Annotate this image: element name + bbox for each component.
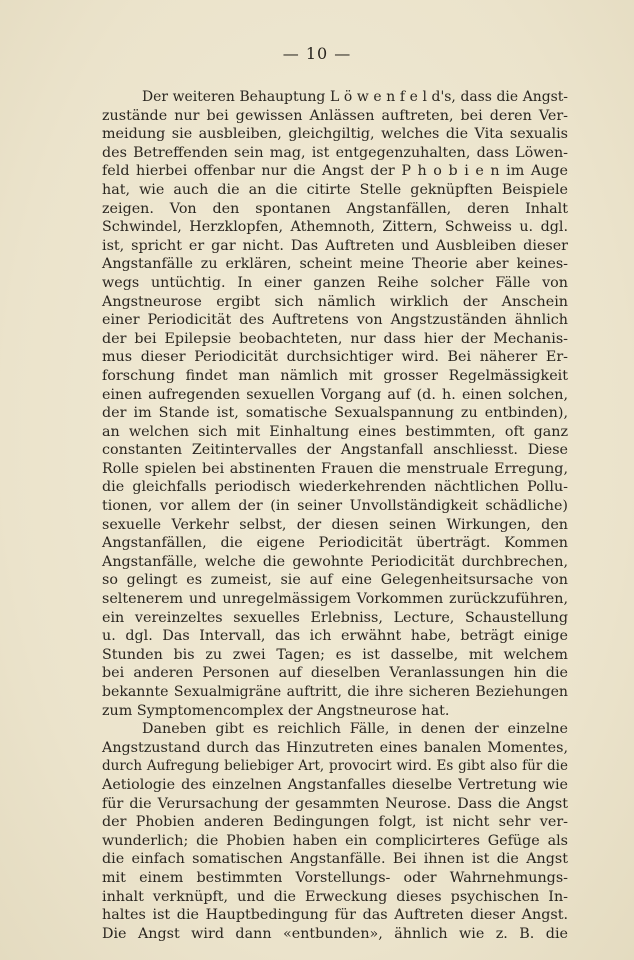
text-line: meidung sie ausbleiben, gleichgiltig, welches die Vita sexualis: [102, 126, 568, 143]
text-line: für die Verursachung der gesammten Neurose. Dass die Angst: [102, 795, 568, 812]
text-line: ist, spricht er gar nicht. Das Auftreten und Ausbleiben dieser: [102, 237, 568, 254]
text-line: Der weiteren Behauptung L ö w e n f e l d's, dass die Angst-: [142, 89, 568, 105]
text-line: die gleichfalls periodisch wiederkehrenden nächtlichen Pollu-: [102, 479, 568, 496]
text-line: des Betreffenden sein mag, ist entgegenzuhalten, dass Löwen-: [102, 144, 568, 161]
text-line: Aetiologie des einzelnen Angstanfalles dieselbe Vertretung wie: [102, 776, 568, 793]
text-line: mit einem bestimmten Vorstellungs- oder Wahrnehmungs-: [102, 869, 568, 886]
text-line: Angstzustand durch das Hinzutreten eines banalen Momentes,: [102, 739, 568, 756]
text-line: hat, wie auch die an die citirte Stelle geknüpften Beispiele: [102, 181, 568, 198]
text-line: Rolle spielen bei abstinenten Frauen die menstruale Erregung,: [102, 460, 568, 477]
page-number: — 10 —: [282, 44, 352, 63]
text-line: mus dieser Periodicität durchsichtiger wird. Bei näherer Er-: [102, 349, 568, 366]
text-line: seltenerem und unregelmässigem Vorkommen zurückzuführen,: [102, 591, 568, 608]
text-line: der bei Epilepsie beobachteten, nur dass hier der Mechanis-: [102, 330, 568, 347]
text-line: zum Symptomencomplex der Angstneurose hat.: [102, 702, 450, 719]
text-line: der Phobien anderen Bedingungen folgt, ist nicht sehr ver-: [102, 814, 568, 831]
text-line: u. dgl. Das Intervall, das ich erwähnt habe, beträgt einige: [102, 628, 568, 645]
text-line: so gelingt es zumeist, sie auf eine Gelegenheitsursache von: [102, 572, 568, 589]
text-line: Angstanfälle, welche die gewohnte Periodicität durchbrechen,: [102, 553, 568, 570]
text-line: inhalt verknüpft, und die Erweckung dieses psychischen In-: [102, 888, 568, 905]
text-line: sexuelle Verkehr selbst, der diesen seinen Wirkungen, den: [102, 516, 568, 533]
text-line: Angstneurose ergibt sich nämlich wirklich der Anschein: [102, 293, 568, 310]
body-text: [102, 88, 568, 943]
text-line: Daneben gibt es reichlich Fälle, in denen der einzelne: [142, 721, 568, 738]
text-line: die einfach somatischen Angstanfälle. Bei ihnen ist die Angst: [102, 851, 568, 868]
text-line: zustände nur bei gewissen Anlässen auftreten, bei deren Ver-: [102, 107, 568, 124]
text-line: bei anderen Personen auf dieselben Veranlassungen hin die: [102, 665, 568, 682]
text-line: feld hierbei offenbar nur die Angst der P h o b i e n im Auge: [102, 163, 568, 180]
text-line: wegs untüchtig. In einer ganzen Reihe solcher Fälle von: [102, 274, 568, 291]
text-line: einer Periodicität des Auftretens von Angstzuständen ähnlich: [102, 312, 568, 329]
text-line: forschung findet man nämlich mit grosser Regelmässigkeit: [102, 367, 568, 384]
text-line: tionen, vor allem der (in seiner Unvollständigkeit schädliche): [102, 498, 568, 515]
text-line: Stunden bis zu zwei Tagen; es ist dasselbe, mit welchem: [102, 646, 568, 663]
text-line: Schwindel, Herzklopfen, Athemnoth, Zittern, Schweiss u. dgl.: [102, 219, 568, 236]
text-line: durch Aufregung beliebiger Art, provocirt wird. Es gibt also für die: [102, 758, 568, 775]
text-line: Angstanfälle zu erklären, scheint meine Theorie aber keines-: [102, 256, 568, 273]
text-line: bekannte Sexualmigräne auftritt, die ihre sicheren Beziehungen: [102, 684, 568, 700]
text-line: an welchen sich mit Einhaltung eines bestimmten, oft ganz: [102, 423, 568, 440]
text-line: einen aufregenden sexuellen Vorgang auf (d. h. einen solchen,: [102, 386, 568, 403]
text-line: zeigen. Von den spontanen Angstanfällen, deren Inhalt: [102, 200, 568, 217]
text-line: Die Angst wird dann «entbunden», ähnlich wie z. B. die: [102, 925, 568, 942]
text-line: wunderlich; die Phobien haben ein complicirteres Gefüge als: [102, 832, 568, 849]
text-line: ein vereinzeltes sexuelles Erlebniss, Lecture, Schaustellung: [102, 609, 568, 626]
text-line: constanten Zeitintervalles der Angstanfall anschliesst. Diese: [102, 442, 568, 459]
text-line: Angstanfällen, die eigene Periodicität überträgt. Kommen: [102, 535, 568, 552]
text-line: der im Stande ist, somatische Sexualspannung zu entbinden),: [102, 405, 568, 422]
text-line: haltes ist die Hauptbedingung für das Auftreten dieser Angst.: [102, 907, 568, 924]
